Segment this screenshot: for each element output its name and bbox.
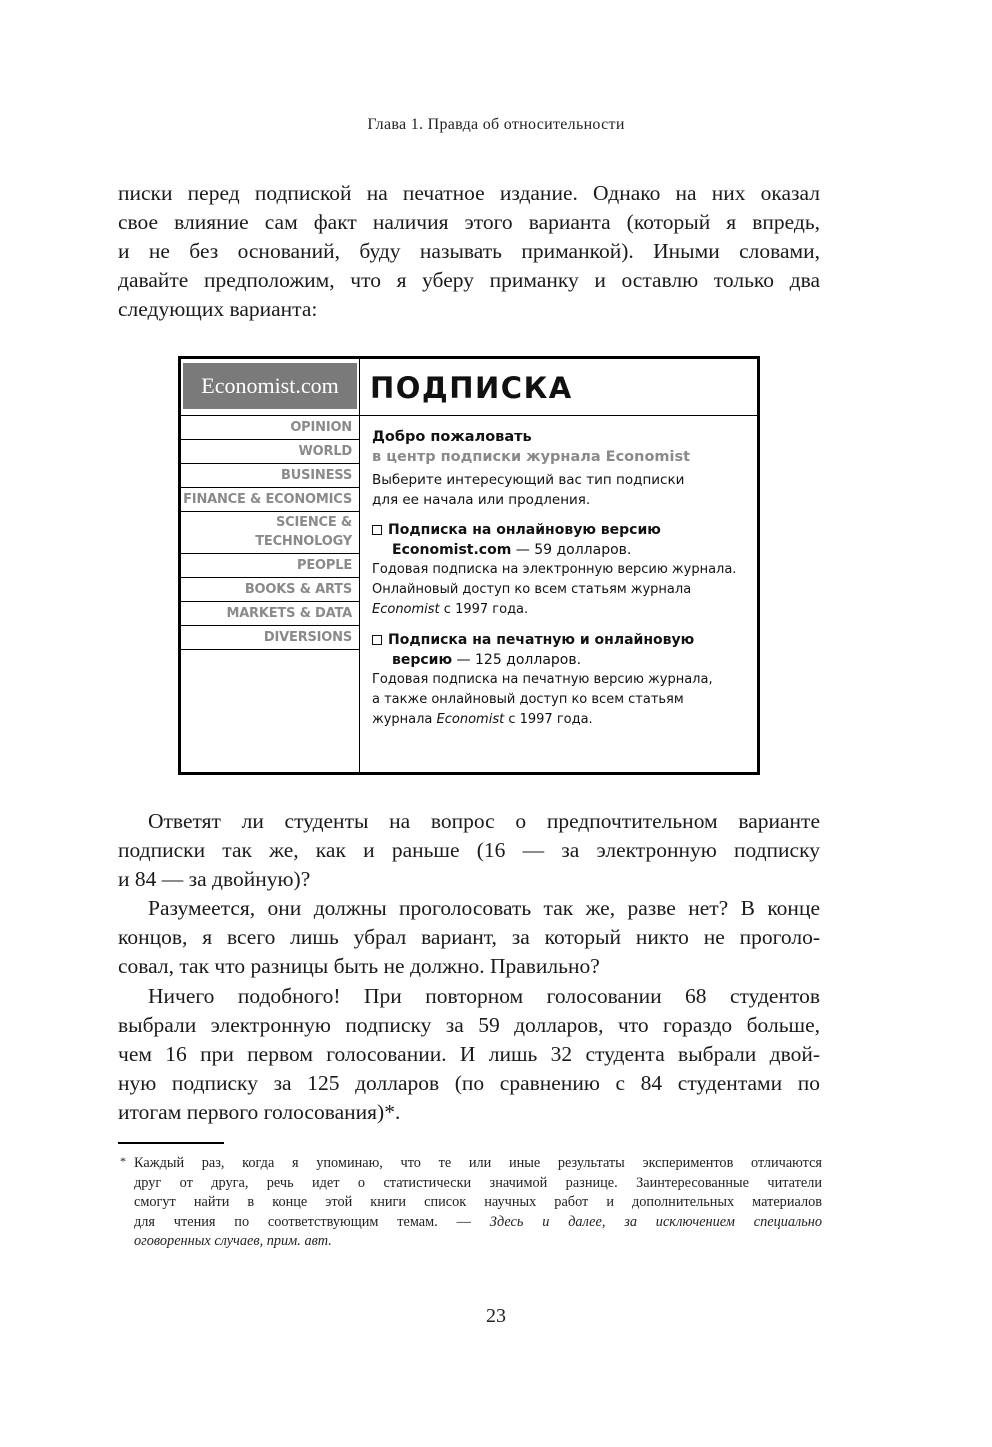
text: с 1997 года. [504, 712, 593, 727]
subscription-figure [178, 356, 760, 775]
text-line: и не без оснований, буду называть приманкой). Иными словами, [118, 239, 820, 263]
nav-item-opinion: OPINION [181, 416, 359, 440]
text-line: и 84 — за двойную)? [118, 867, 311, 891]
text-line: друг от друга, речь идет о статистически значимой разнице. Заинтересованные читатели [134, 1174, 822, 1191]
figure-main [360, 359, 757, 772]
intro-paragraph [118, 179, 820, 324]
paragraph-3 [118, 982, 820, 1127]
text-line: итогам первого голосования)*. [118, 1100, 401, 1124]
running-head: Глава 1. Правда об относительности [367, 116, 625, 133]
option-title-cont [372, 650, 751, 670]
text-line: Разумеется, они должны проголосовать так же, разве нет? В конце [148, 896, 820, 920]
section-nav [181, 416, 359, 650]
text-line: Ничего подобного! При повторном голосовании 68 студентов [148, 984, 820, 1008]
nav-item-books-arts: BOOKS & ARTS [181, 578, 359, 602]
figure-sidebar [181, 359, 360, 772]
text-line: свое влияние сам факт наличия этого варианта (который я впредь, [118, 210, 820, 234]
text-line: Каждый раз, когда я упоминаю, что те или иные результаты экспериментов отличаются [134, 1155, 822, 1171]
text-line: Годовая подписка на электронную версию журнала. [372, 562, 737, 577]
nav-item-people: PEOPLE [181, 554, 359, 578]
footnote-marker: * [120, 1154, 126, 1168]
text-line [134, 1213, 822, 1233]
option-description [372, 560, 751, 620]
text-line: для ее начала или продления. [372, 492, 591, 508]
figure-content [372, 427, 751, 730]
text-line: Выберите интересующий вас тип подписки [372, 472, 685, 488]
text: для чтения по соответствующим темам. — [134, 1213, 490, 1230]
italic-text: Здесь и далее, за исключением специально [489, 1213, 823, 1230]
welcome-subheading: в центр подписки журнала Economist [372, 449, 691, 465]
text-line: писки перед подпиской на печатное издание. Однако на них оказал [118, 181, 820, 205]
nav-item-finance-economics: FINANCE & ECONOMICS [181, 488, 359, 512]
option-online [372, 520, 751, 620]
footnote [120, 1154, 823, 1252]
option-title-cont [372, 540, 751, 560]
choose-instruction [372, 470, 751, 510]
paragraph-2 [118, 894, 820, 981]
option-title-line: Подписка на онлайновую версию [388, 522, 661, 538]
text-line: смогут найти в конце этой книги список научных работ и дополнительных материалов [134, 1194, 822, 1210]
nav-item-world: WORLD [181, 440, 359, 464]
option-print-online [372, 630, 751, 730]
option-price: — 59 долларов. [511, 542, 632, 558]
text-line: чем 16 при первом голосовании. И лишь 32 студента выбрали двой- [118, 1042, 820, 1066]
checkbox-icon[interactable] [372, 525, 382, 535]
checkbox-icon[interactable] [372, 635, 382, 645]
text: с 1997 года. [439, 602, 529, 617]
text-line: концов, я всего лишь убрал вариант, за который никто не проголо- [118, 925, 820, 949]
nav-item-science-technology [181, 512, 359, 554]
option-title [372, 520, 751, 560]
text-line: Ответят ли студенты на вопрос о предпочтительном варианте [148, 809, 820, 833]
nav-item-markets-data: MARKETS & DATA [181, 602, 359, 626]
welcome-heading: Добро пожаловать [372, 429, 532, 445]
option-price: — 125 долларов. [452, 652, 582, 668]
text-line: совал, так что разницы быть не должно. Правильно? [118, 954, 600, 978]
text-line [372, 600, 751, 620]
text-line: ную подписку за 125 долларов (по сравнению с 84 студентами по [118, 1071, 820, 1095]
nav-item-diversions: DIVERSIONS [181, 626, 359, 650]
page-number: 23 [486, 1305, 506, 1327]
option-title-line: Подписка на печатную и онлайновую [388, 632, 695, 648]
text-line: Годовая подписка на печатную версию журнала, [372, 672, 713, 687]
text-line: оговоренных случаев, прим. авт. [134, 1233, 332, 1249]
italic-text: Economist [436, 712, 505, 727]
italic-text: Economist [372, 602, 440, 617]
option-title-bold: версию [392, 652, 453, 668]
text-line: следующих варианта: [118, 297, 318, 321]
option-title-bold: Economist.com [392, 542, 512, 558]
footnote-separator [118, 1142, 224, 1144]
economist-logo: Economist.com [183, 363, 357, 409]
text-line [372, 710, 751, 730]
text-line: Онлайновый доступ ко всем статьям журнала [372, 582, 692, 597]
figure-title: ПОДПИСКА [370, 371, 573, 405]
paragraph-1 [118, 807, 820, 894]
text-line: давайте предположим, что я уберу приманку и оставлю только два [118, 268, 820, 292]
text-line: подписки так же, как и раньше (16 — за электронную подписку [118, 838, 820, 862]
text: журнала [372, 712, 437, 727]
nav-label-line: SCIENCE & [276, 515, 352, 530]
option-description [372, 670, 751, 730]
text-line: а также онлайновый доступ ко всем статьям [372, 692, 684, 707]
nav-item-business: BUSINESS [181, 464, 359, 488]
nav-label-line: TECHNOLOGY [255, 534, 352, 549]
text-line: выбрали электронную подписку за 59 долларов, что гораздо больше, [118, 1013, 820, 1037]
option-title [372, 630, 751, 670]
